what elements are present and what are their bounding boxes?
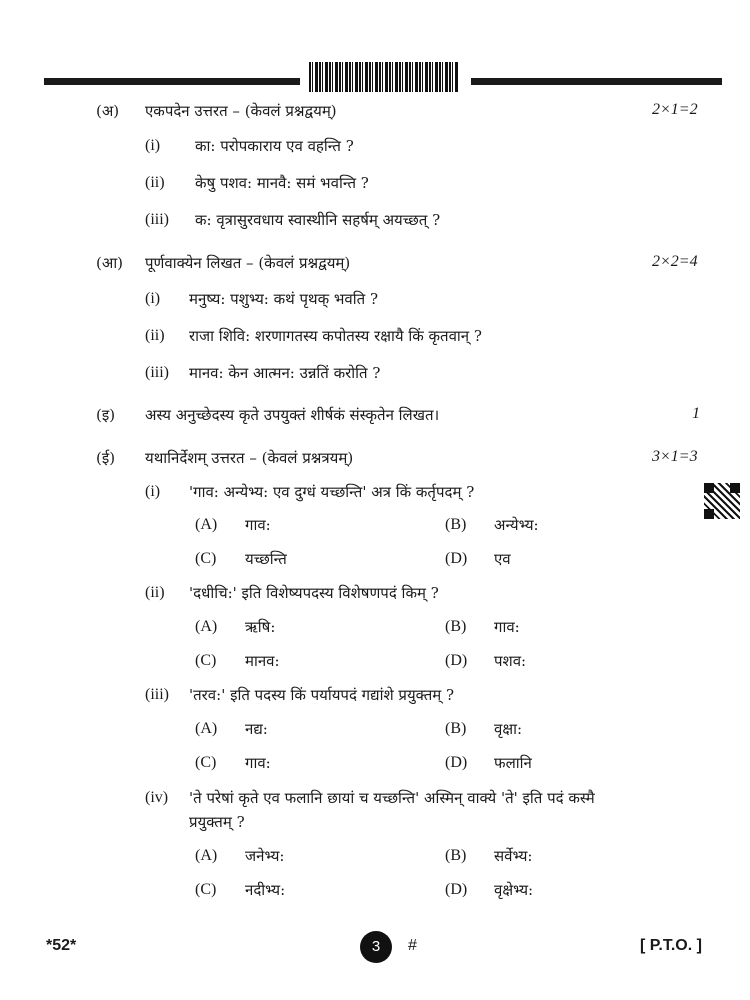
question-text: 'ते परेषां कृते एव फलानि छायां च यच्छन्ति' अस्मिन् वाक्ये 'ते' इति पदं कस्मै: [189, 789, 595, 807]
option-key: (D): [445, 550, 468, 567]
question-text: 'तरव:' इति पदस्य किं पर्यायपदं गद्यांशे प्रयुक्तम् ?: [189, 686, 455, 704]
page-number: 3: [360, 931, 392, 963]
section-ee-marks: 3×1=3: [652, 448, 698, 465]
option-key: (D): [445, 754, 468, 771]
option-value: वृक्षेभ्य:: [494, 881, 534, 899]
option-value: गाव:: [245, 754, 271, 772]
option-value: वृक्षा:: [494, 720, 523, 738]
option-value: गाव:: [494, 618, 520, 636]
question-number: (iii): [145, 211, 169, 228]
option-key: (C): [195, 754, 217, 771]
option-value: मानव:: [245, 652, 280, 670]
header-rule-right: [471, 78, 722, 85]
section-i-marks: 1: [692, 405, 700, 422]
page-hash: #: [408, 937, 417, 954]
option-key: (D): [445, 652, 468, 669]
section-ee-title: यथानिर्देशम् उत्तरत – (केवलं प्रश्नत्रयम्): [145, 449, 354, 467]
question-text: का: परोपकाराय एव वहन्ति ?: [195, 137, 354, 155]
option-key: (B): [445, 618, 467, 635]
option-value: अन्येभ्य:: [494, 516, 539, 534]
question-number: (ii): [145, 584, 165, 601]
section-aa-label: (आ): [96, 254, 124, 272]
question-number: (i): [145, 137, 161, 154]
qr-code: [703, 482, 741, 520]
option-value: यच्छन्ति: [245, 550, 287, 568]
section-i-title: अस्य अनुच्छेदस्य कृते उपयुक्तं शीर्षकं संस्कृतेन लिखत।: [145, 406, 440, 424]
pto-label: [ P.T.O. ]: [640, 937, 702, 954]
question-text: 'गाव: अन्येभ्य: एव दुग्धं यच्छन्ति' अत्र किं कर्तृपदम् ?: [189, 483, 475, 501]
section-aa-marks: 2×2=4: [652, 253, 698, 270]
option-key: (C): [195, 550, 217, 567]
question-number: (ii): [145, 327, 165, 344]
section-a-marks: 2×1=2: [652, 101, 698, 118]
option-key: (A): [195, 516, 218, 533]
question-text: 'दधीचि:' इति विशेष्यपदस्य विशेषणपदं किम् ?: [189, 584, 439, 602]
question-text: केषु पशव: मानवै: समं भवन्ति ?: [195, 174, 369, 192]
section-a-label: (अ): [96, 102, 120, 120]
question-text: मानव: केन आत्मन: उन्नतिं करोति ?: [189, 364, 381, 382]
option-value: गाव:: [245, 516, 271, 534]
question-text: राजा शिवि: शरणागतस्य कपोतस्य रक्षायै किं कृतवान् ?: [189, 327, 482, 345]
option-value: सर्वेभ्य:: [494, 847, 533, 865]
question-text: क: वृत्रासुरवधाय स्वास्थीनि सहर्षम् अयच्छत् ?: [195, 211, 441, 229]
option-key: (B): [445, 847, 467, 864]
option-key: (C): [195, 881, 217, 898]
option-key: (A): [195, 618, 218, 635]
option-key: (A): [195, 847, 218, 864]
question-number: (iii): [145, 686, 169, 703]
option-key: (C): [195, 652, 217, 669]
section-aa-title: पूर्णवाक्येन लिखत – (केवलं प्रश्नद्वयम्): [145, 254, 351, 272]
option-key: (B): [445, 516, 467, 533]
option-value: पशव:: [494, 652, 527, 670]
section-ee-label: (ई): [96, 449, 116, 467]
section-a-title: एकपदेन उत्तरत – (केवलं प्रश्नद्वयम्): [145, 102, 337, 120]
question-text: मनुष्य: पशुभ्य: कथं पृथक् भवति ?: [189, 290, 379, 308]
option-key: (D): [445, 881, 468, 898]
question-number: (iii): [145, 364, 169, 381]
option-value: फलानि: [494, 754, 532, 772]
option-value: एव: [494, 550, 511, 568]
section-i-label: (इ): [96, 406, 116, 424]
option-value: नदीभ्य:: [245, 881, 286, 899]
question-text-continued: प्रयुक्तम् ?: [189, 813, 245, 831]
question-number: (i): [145, 483, 161, 500]
barcode: [309, 62, 459, 92]
option-value: जनेभ्य:: [245, 847, 285, 865]
paper-code: *52*: [46, 937, 77, 954]
header-rule-left: [44, 78, 300, 85]
option-value: ऋषि:: [245, 618, 276, 636]
option-key: (A): [195, 720, 218, 737]
question-number: (ii): [145, 174, 165, 191]
option-key: (B): [445, 720, 467, 737]
question-number: (i): [145, 290, 161, 307]
question-number: (iv): [145, 789, 169, 806]
option-value: नद्य:: [245, 720, 268, 738]
